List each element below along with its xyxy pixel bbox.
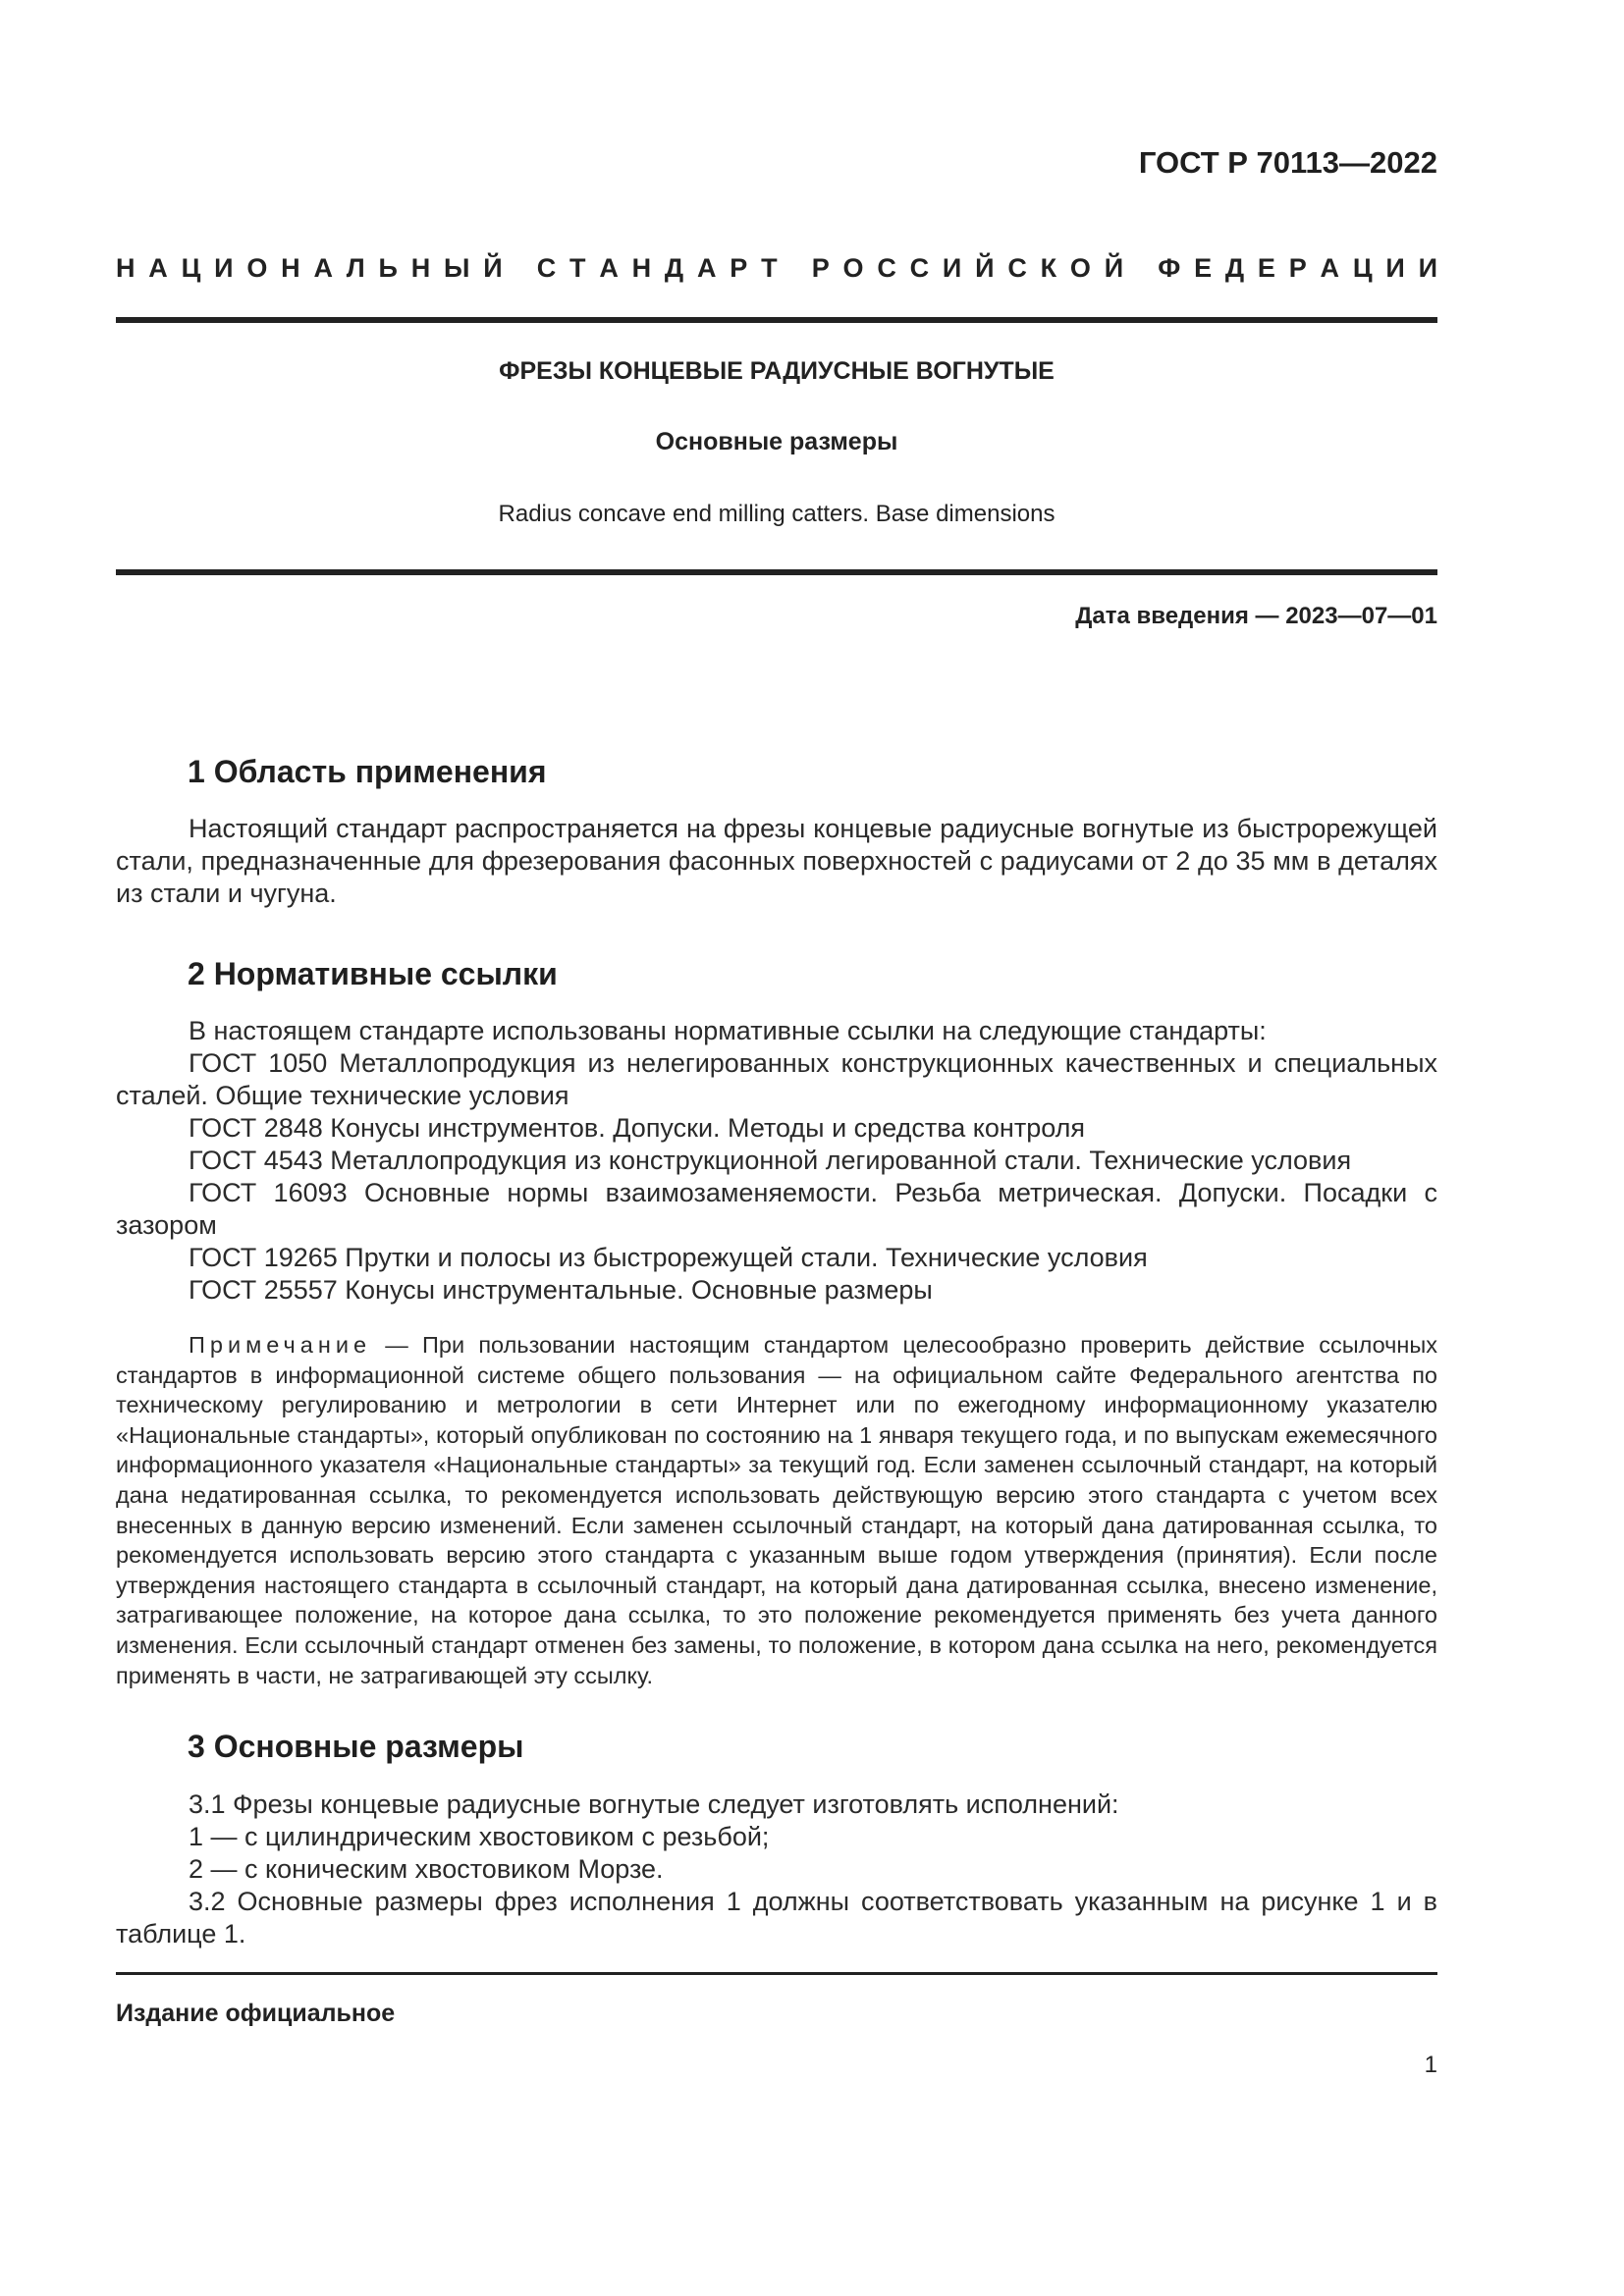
reference-item: ГОСТ 25557 Конусы инструментальные. Основные размеры (189, 1275, 933, 1305)
variant-2: 2 — с коническим хвостовиком Морзе. (189, 1854, 664, 1884)
reference-item: ГОСТ 4543 Металлопродукция из конструкционной легированной стали. Технические условия (189, 1146, 1352, 1175)
note-label: Примечание (189, 1332, 372, 1358)
national-standard-title: Н А Ц И О Н А Л Ь Н Ы Й С Т А Н Д А Р Т Р О С С И Й С К О Й Ф Е Д Е Р А Ц И И (116, 253, 1437, 283)
introduction-date: Дата введения — 2023—07—01 (1075, 603, 1437, 629)
clause-3-2: 3.2 Основные размеры фрез исполнения 1 должны соответствовать указанным на рисунке 1 и в таблице 1. (116, 1887, 1437, 1949)
section-1-heading: 1 Область применения (188, 754, 547, 789)
document-title: ФРЕЗЫ КОНЦЕВЫЕ РАДИУСНЫЕ ВОГНУТЫЕ (499, 357, 1055, 385)
variant-1: 1 — с цилиндрическим хвостовиком с резьбой; (189, 1822, 770, 1851)
section-2-intro: В настоящем стандарте использованы нормативные ссылки на следующие стандарты: (189, 1016, 1267, 1045)
reference-item: ГОСТ 1050 Металлопродукция из нелегированных конструкционных качественных и специальных сталей. Общие технические условия (116, 1048, 1437, 1110)
section-1-text: Настоящий стандарт распространяется на фрезы концевые радиусные вогнутые из быстрорежущей стали, предназначенные для фрезерования фасонных поверхностей с радиусами от 2 до 35 мм в деталях из стали и чугуна. (116, 814, 1437, 908)
footer-divider (116, 1972, 1437, 1975)
reference-item: ГОСТ 19265 Прутки и полосы из быстрорежущей стали. Технические условия (189, 1243, 1148, 1272)
normative-references-list (116, 1047, 1437, 1307)
document-subtitle: Основные размеры (655, 428, 898, 455)
top-divider (116, 317, 1437, 323)
official-edition-label: Издание официальное (116, 2000, 396, 2027)
note-text: — При пользовании настоящим стандартом целесообразно проверить действие ссылочных стандартов в информационной системе общего пользования — на официальном сайте Федерального агентства по техническому регулированию и метрологии в сети Интернет или по ежегодному информационному указателю «Национальные стандарты», который опубликован по состоянию на 1 января текущего года, и по выпускам ежемесячного информационного указателя «Национальные стандарты» за текущий год. Если заменен ссылочный стандарт, на который дана недатированная ссылка, то рекомендуется использовать действующую версию этого стандарта с учетом всех внесенных в данную версию изменений. Если заменен ссылочный стандарт, на который дана датированная ссылка, то рекомендуется использовать версию этого стандарта с указанным выше годом утверждения (принятия). Если после утверждения настоящего стандарта в ссылочный стандарт, на который дана датированная ссылка, внесено изменение, затрагивающее положение, на которое дана ссылка, то это положение рекомендуется применять без учета данного изменения. Если ссылочный стандарт отменен без замены, то положение, в котором дана ссылка на него, рекомендуется применять в части, не затрагивающей эту ссылку. (116, 1332, 1437, 1688)
section-3-heading: 3 Основные размеры (188, 1729, 524, 1764)
page-number: 1 (1424, 2052, 1437, 2078)
english-title: Radius concave end milling catters. Base dimensions (498, 501, 1056, 527)
section-3-body (116, 1789, 1437, 1950)
section-2-heading: 2 Нормативные ссылки (188, 956, 558, 991)
standard-code: ГОСТ Р 70113—2022 (1138, 145, 1437, 180)
reference-item: ГОСТ 2848 Конусы инструментов. Допуски. Методы и средства контроля (189, 1113, 1086, 1143)
note-paragraph (116, 1330, 1437, 1690)
title-divider (116, 569, 1437, 575)
reference-item: ГОСТ 16093 Основные нормы взаимозаменяемости. Резьба метрическая. Допуски. Посадки с зазором (116, 1178, 1437, 1240)
clause-3-1: 3.1 Фрезы концевые радиусные вогнутые следует изготовлять исполнений: (189, 1789, 1119, 1819)
